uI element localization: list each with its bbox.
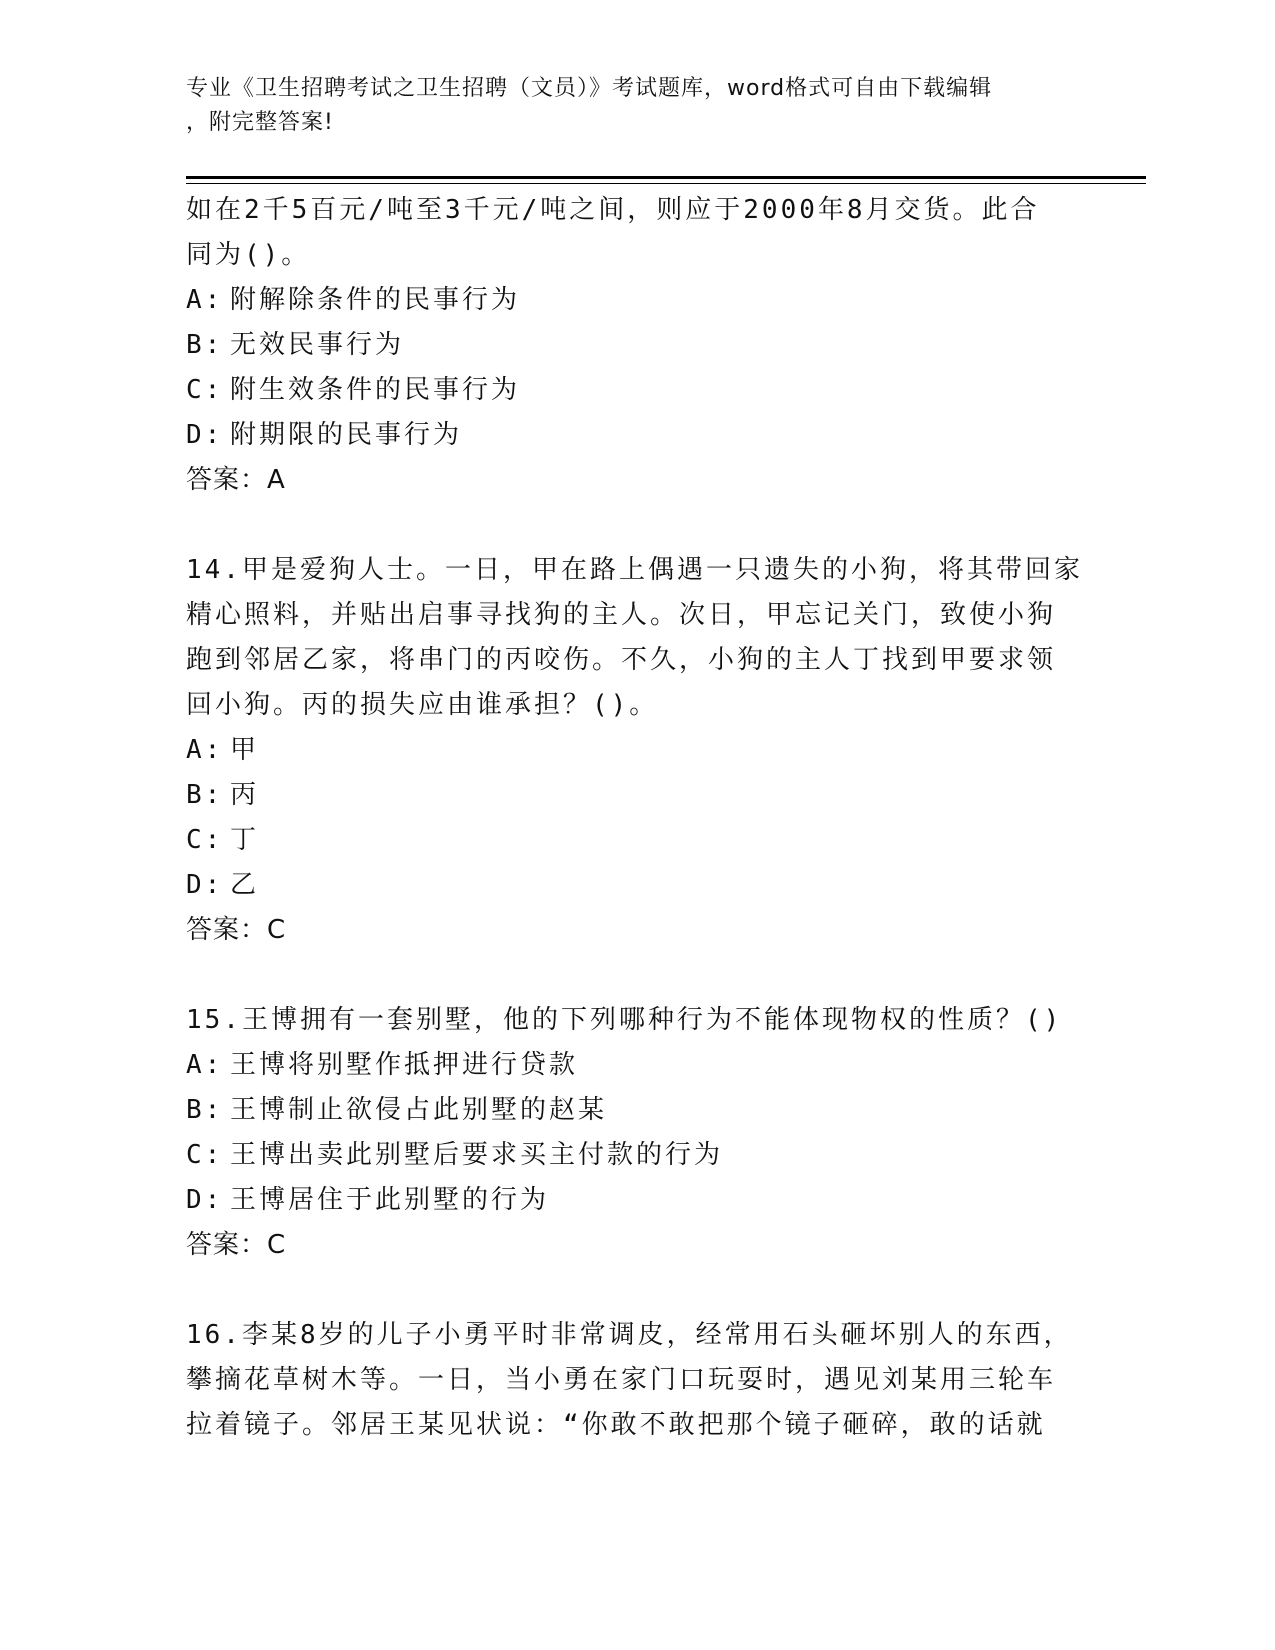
question-block — [186, 998, 1086, 1268]
option-letter: C: — [186, 375, 224, 405]
option-letter: C: — [186, 825, 224, 855]
option-letter: D: — [186, 420, 224, 450]
question-stem-line: 跑到邻居乙家，将串门的丙咬伤。不久，小狗的主人丁找到甲要求领 — [186, 645, 1057, 675]
document-header — [186, 72, 1066, 140]
option-text: 甲 — [230, 735, 260, 765]
answer-line: 答案：C — [186, 1230, 287, 1260]
question-stem-line: 如在2千5百元/吨至3千元/吨之间，则应于2000年8月交货。此合 — [186, 195, 1040, 225]
option-d — [186, 1178, 1086, 1223]
option-b — [186, 323, 1086, 368]
option-text: 王博将别墅作抵押进行贷款 — [230, 1050, 579, 1080]
option-c — [186, 1133, 1086, 1178]
option-text: 附解除条件的民事行为 — [230, 285, 521, 315]
header-rule-thin — [186, 183, 1146, 184]
option-text: 王博制止欲侵占此别墅的赵某 — [230, 1095, 608, 1125]
question-stem-line: 同为()。 — [186, 240, 311, 270]
option-letter: A: — [186, 285, 224, 315]
option-a — [186, 728, 1086, 773]
header-rule-thick — [186, 176, 1146, 179]
option-text: 丙 — [230, 780, 260, 810]
option-text: 附期限的民事行为 — [230, 420, 463, 450]
answer-line: 答案：A — [186, 465, 286, 495]
option-letter: D: — [186, 1185, 224, 1215]
question-block — [186, 1313, 1086, 1448]
option-text: 无效民事行为 — [230, 330, 405, 360]
option-d — [186, 863, 1086, 908]
option-letter: A: — [186, 1050, 224, 1080]
option-a — [186, 1043, 1086, 1088]
question-block — [186, 548, 1086, 953]
option-text: 附生效条件的民事行为 — [230, 375, 521, 405]
option-d — [186, 413, 1086, 458]
option-text: 王博出卖此别墅后要求买主付款的行为 — [230, 1140, 724, 1170]
header-line-1: 专业《卫生招聘考试之卫生招聘（文员）》考试题库，word格式可自由下载编辑 — [186, 76, 993, 101]
question-stem-line: 回小狗。丙的损失应由谁承担？()。 — [186, 690, 659, 720]
option-letter: B: — [186, 780, 224, 810]
question-stem-line: 16.李某8岁的儿子小勇平时非常调皮，经常用石头砸坏别人的东西， — [186, 1320, 1073, 1350]
option-c — [186, 368, 1086, 413]
option-letter: C: — [186, 1140, 224, 1170]
option-letter: A: — [186, 735, 224, 765]
option-letter: D: — [186, 870, 224, 900]
option-text: 王博居住于此别墅的行为 — [230, 1185, 550, 1215]
option-b — [186, 773, 1086, 818]
question-stem-line: 拉着镜子。邻居王某见状说：“你敢不敢把那个镜子砸碎，敢的话就 — [186, 1410, 1046, 1440]
option-text: 乙 — [230, 870, 260, 900]
question-list — [186, 188, 1086, 1448]
question-block — [186, 188, 1086, 503]
option-text: 丁 — [230, 825, 260, 855]
question-stem-line: 攀摘花草树木等。一日，当小勇在家门口玩耍时，遇见刘某用三轮车 — [186, 1365, 1057, 1395]
answer-line: 答案：C — [186, 915, 287, 945]
option-letter: B: — [186, 1095, 224, 1125]
header-line-2: ，附完整答案! — [186, 110, 334, 135]
option-letter: B: — [186, 330, 224, 360]
option-c — [186, 818, 1086, 863]
question-stem-line: 精心照料，并贴出启事寻找狗的主人。次日，甲忘记关门，致使小狗 — [186, 600, 1057, 630]
question-stem-line: 14.甲是爱狗人士。一日，甲在路上偶遇一只遗失的小狗，将其带回家 — [186, 555, 1083, 585]
option-a — [186, 278, 1086, 323]
option-b — [186, 1088, 1086, 1133]
question-stem-line: 15.王博拥有一套别墅，他的下列哪种行为不能体现物权的性质？() — [186, 1005, 1063, 1035]
